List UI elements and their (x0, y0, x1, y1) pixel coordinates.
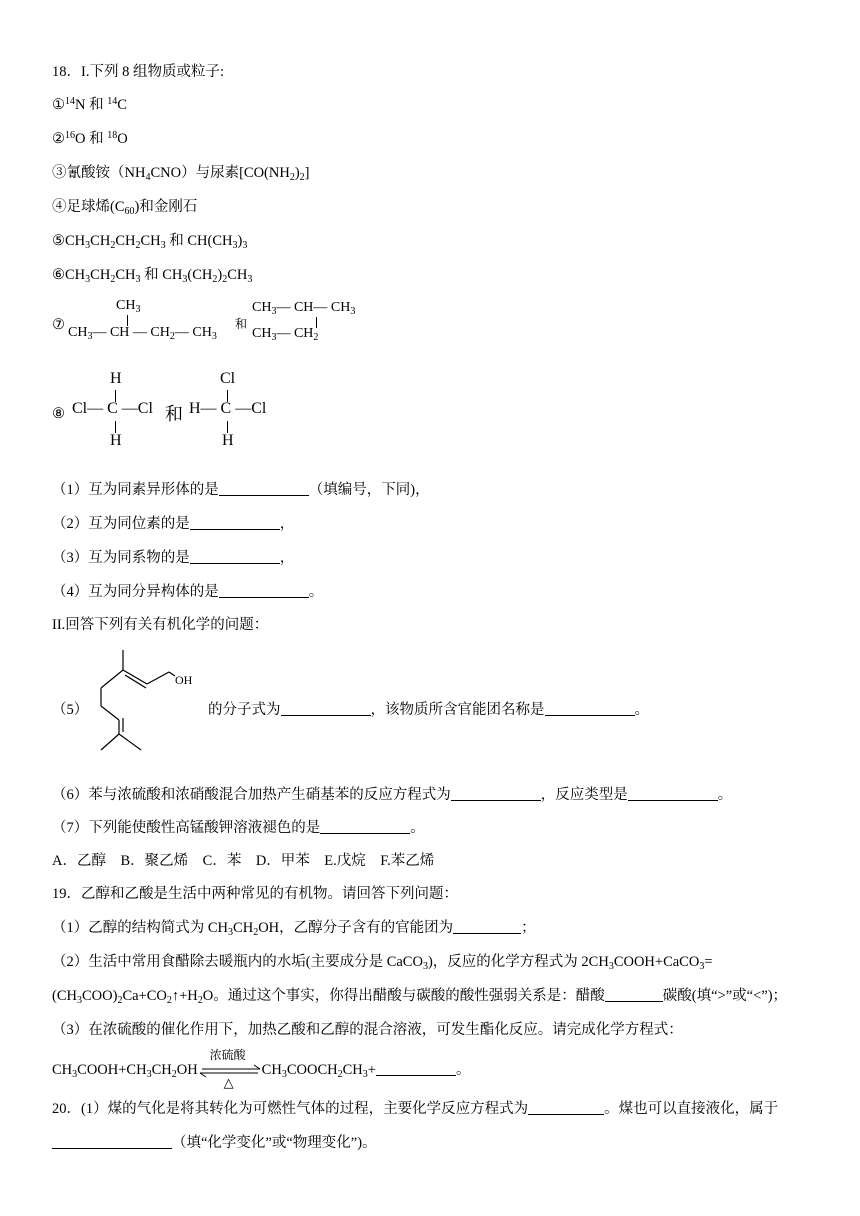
g7-left-top: $CH_3$ (116, 298, 141, 315)
g8-left-top: H (110, 370, 122, 387)
esterification-equation: $CH_3COOH+CH_3CH_2OH$ 浓硫酸 △ $CH_3COOCH_2CH_3+$ 。 (52, 1060, 470, 1081)
g8-right-bottom: H (222, 432, 234, 449)
q20-line-2: （填“化学变化”或“物理变化”)。 (52, 1133, 377, 1153)
answer-blank[interactable] (528, 1100, 604, 1115)
q18-options: A．乙醇 B．聚乙烯 C．苯 D．甲苯 E.戊烷 F.苯乙烯 (52, 853, 435, 869)
q19-sub-2-line-1: （2）生活中常用食醋除去暖瓶内的水垢(主要成分是 CaCO$_3$)，反应的化学方程式为 $2CH_3COOH+CaCO_3=$ (52, 954, 713, 972)
group-1: ①$^{14}$N 和 $^{14}$C (52, 96, 127, 113)
answer-blank[interactable] (376, 1061, 456, 1076)
answer-blank[interactable] (320, 819, 410, 834)
g7-and: 和 (235, 317, 248, 331)
q18-sub-2: （2）互为同位素的是 ， (52, 516, 295, 532)
answer-blank[interactable] (453, 919, 521, 934)
q5-number: （5） (52, 702, 89, 718)
group-7-marker: ⑦ (52, 317, 65, 333)
q20-line-1: 20．(1）煤的气化是将其转化为可燃性气体的过程，主要化学反应方程式为 。煤也可以直接液化，属于 (52, 1101, 779, 1117)
group-8-marker: ⑧ (52, 406, 65, 422)
g8-and: 和 (165, 404, 183, 424)
answer-blank[interactable] (545, 701, 635, 716)
oh-label: OH (175, 673, 193, 687)
q18-sub-4: （4）互为同分异构体的是 。 (52, 584, 324, 600)
reversible-arrow (198, 1047, 262, 1090)
answer-blank[interactable] (451, 786, 541, 801)
answer-blank[interactable] (190, 515, 280, 530)
answer-blank[interactable] (219, 583, 309, 598)
group-3: ③氰酸铵$(NH_4CNO)$与尿素$[CO(NH_2)_2]$ (52, 165, 310, 183)
g7-right-top: $CH_3—$ CH— $CH_3$ (252, 300, 356, 317)
g8-right-row: H— C —Cl (189, 400, 267, 417)
answer-blank[interactable] (52, 1134, 172, 1149)
g8-left-row: Cl— C —Cl (72, 400, 153, 417)
g8-right-top: Cl (220, 370, 236, 387)
answer-blank[interactable] (605, 987, 663, 1002)
q18-sub-6: （6）苯与浓硫酸和浓硝酸混合加热产生硝基苯的反应方程式为 ，反应类型是 。 (52, 787, 733, 803)
q18-sub-5: 的分子式为 ，该物质所含官能团名称是 。 (208, 702, 649, 718)
q19-sub-2-line-2: $(CH_3COO)_2Ca+CO_2↑+H_2O$。通过这个事实，你得出醋酸与碳酸的酸性强弱关系是：醋酸 碳酸(填“>”或“<”)； (52, 988, 788, 1006)
part-2-heading: II.回答下列有关有机化学的问题： (52, 617, 269, 633)
group-4: ④足球烯$(C_{60})$和金刚石 (52, 199, 198, 217)
answer-blank[interactable] (281, 701, 371, 716)
group-8-structures (72, 370, 292, 456)
catalyst-label: 浓硫酸 (209, 1047, 246, 1062)
q19-sub-1: （1）乙醇的结构简式为 $CH_3CH_2OH$，乙醇分子含有的官能团为 ； (52, 920, 536, 938)
q18-sub-1: （1）互为同素异形体的是 （填编号，下同)， (52, 482, 430, 498)
g7-right-bottom: $CH_3—$ $CH_2$ (252, 326, 319, 343)
heat-symbol: △ (223, 1074, 234, 1090)
q18-sub-7: （7）下列能使酸性高锰酸钾溶液褪色的是 。 (52, 820, 425, 836)
q18-title: 18．I.下列 8 组物质或粒子: (52, 64, 224, 80)
g7-left-chain: $CH_3—$ CH — $CH_2—$ $CH_3$ (68, 325, 217, 342)
geraniol-skeletal-structure (95, 648, 205, 758)
group-5: $⑤CH_3CH_2CH_2CH_3$ 和 $CH(CH_3)_3$ (52, 233, 248, 251)
q19-sub-3: （3）在浓硫酸的催化作用下，加热乙酸和乙醇的混合溶液，可发生酯化反应。请完成化学方程式： (52, 1022, 683, 1038)
answer-blank[interactable] (219, 481, 309, 496)
q19-title: 19．乙醇和乙酸是生活中两种常见的有机物。请回答下列问题： (52, 886, 458, 902)
group-7-structures (68, 298, 368, 354)
group-2: ②$^{16}$O 和 $^{18}$O (52, 130, 128, 147)
group-6: $⑥CH_3CH_2CH_3$ 和 $CH_3(CH_2)_2CH_3$ (52, 267, 253, 285)
answer-blank[interactable] (628, 786, 718, 801)
g8-left-bottom: H (110, 432, 122, 449)
answer-blank[interactable] (190, 549, 280, 564)
q18-sub-3: （3）互为同系物的是 ， (52, 550, 295, 566)
